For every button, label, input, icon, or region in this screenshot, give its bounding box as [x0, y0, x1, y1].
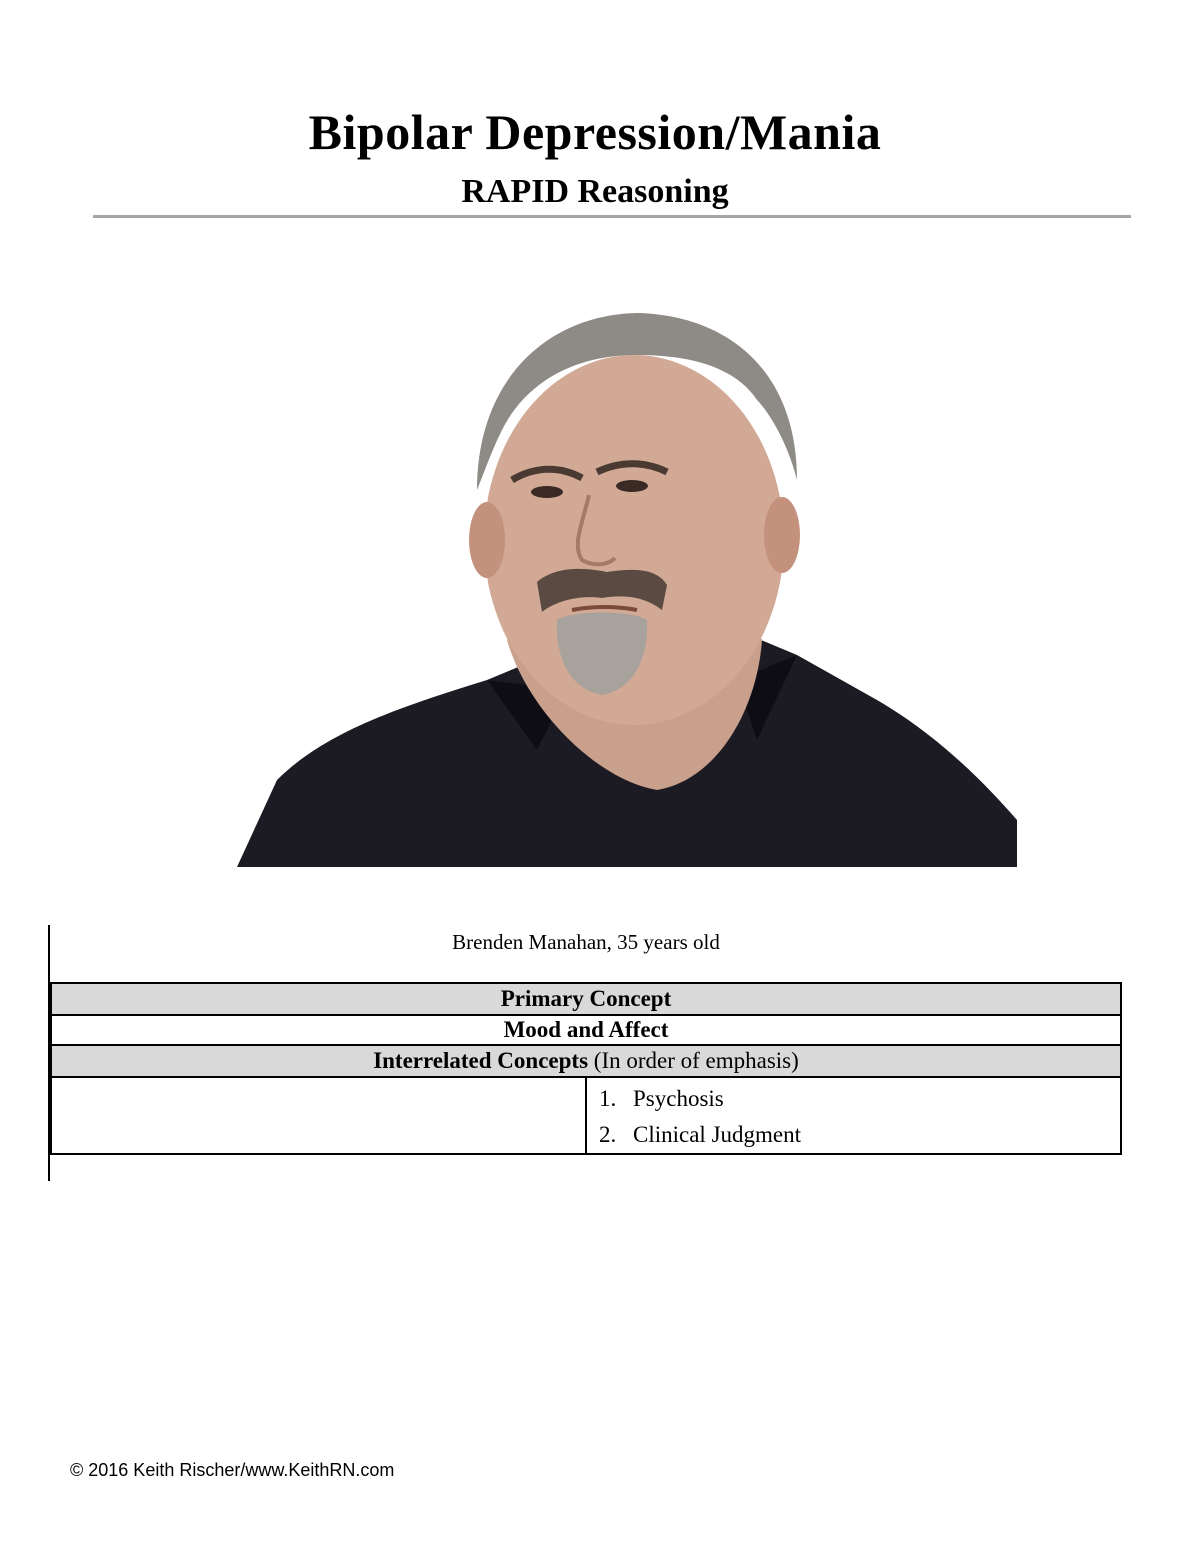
concepts-table — [50, 982, 1122, 1155]
list-item-number: 1. — [599, 1086, 617, 1111]
patient-photo — [237, 310, 1017, 867]
interrelated-concepts-label: Interrelated Concepts — [373, 1048, 589, 1073]
list-item-label: Clinical Judgment — [633, 1122, 802, 1147]
interrelated-concepts-note: (In order of emphasis) — [588, 1048, 799, 1073]
primary-concept-value: Mood and Affect — [51, 1015, 1121, 1045]
document-title: Bipolar Depression/Mania — [308, 104, 882, 160]
list-item-number: 2. — [599, 1122, 617, 1147]
document-subtitle: RAPID Reasoning — [461, 173, 729, 210]
patient-name-age: Brenden Manahan, 35 years old — [452, 930, 720, 954]
primary-concept-header: Primary Concept — [51, 983, 1121, 1015]
interrelated-concepts-list — [599, 1081, 1120, 1153]
list-item — [599, 1117, 1120, 1153]
copyright-footer: © 2016 Keith Rischer/www.KeithRN.com — [70, 1460, 395, 1480]
title-divider — [93, 215, 1131, 218]
interrelated-concepts-header — [51, 1045, 1121, 1077]
list-item — [599, 1081, 1120, 1117]
list-item-label: Psychosis — [633, 1086, 724, 1111]
interrelated-concepts-list-cell — [586, 1077, 1121, 1154]
empty-cell — [51, 1077, 586, 1154]
